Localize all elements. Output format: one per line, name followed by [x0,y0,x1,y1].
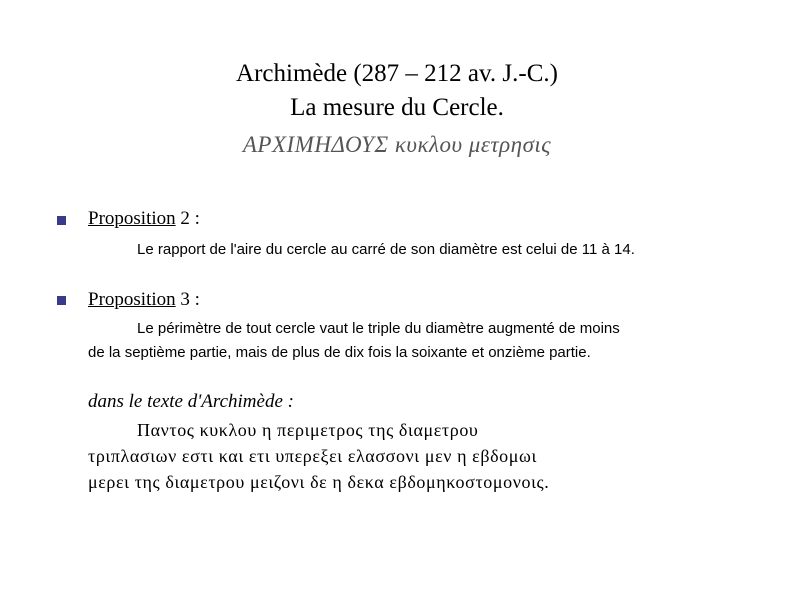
proposition-2-text: Le rapport de l'aire du cercle au carré de son diamètre est celui de 11 à 14. [137,241,635,258]
proposition-label: Proposition [88,208,176,229]
proposition-2-heading [88,207,200,231]
proposition-3-heading [88,288,200,312]
bullet-icon [57,216,66,225]
quote-intro: dans le texte d'Archimède : [88,391,294,412]
greek-quote-line3: μερει της διαμετρου μειζονι δε η δεκα εβδομηκοστομονοις. [88,472,550,492]
page-subtitle: La mesure du Cercle. [290,94,504,121]
bullet-icon [57,296,66,305]
proposition-3-text-line2: de la septième partie, mais de plus de dix fois la soixante et onzième partie. [88,344,591,361]
proposition-number: 3 : [175,289,200,310]
proposition-label: Proposition [88,289,176,310]
greek-title: ΑΡΧΙΜΗΔΟΥΣ κυκλου μετρησις [242,132,552,157]
page-title: Archimède (287 – 212 av. J.-C.) [236,60,558,87]
greek-quote-line1: Παντος κυκλου η περιμετρος της διαμετρου [137,420,479,440]
proposition-3-text-line1: Le périmètre de tout cercle vaut le triple du diamètre augmenté de moins [137,320,620,337]
greek-quote-line2: τριπλασιων εστι και ετι υπερεξει ελασσονι μεν η εβδομωι [88,446,537,466]
proposition-number: 2 : [175,208,200,229]
